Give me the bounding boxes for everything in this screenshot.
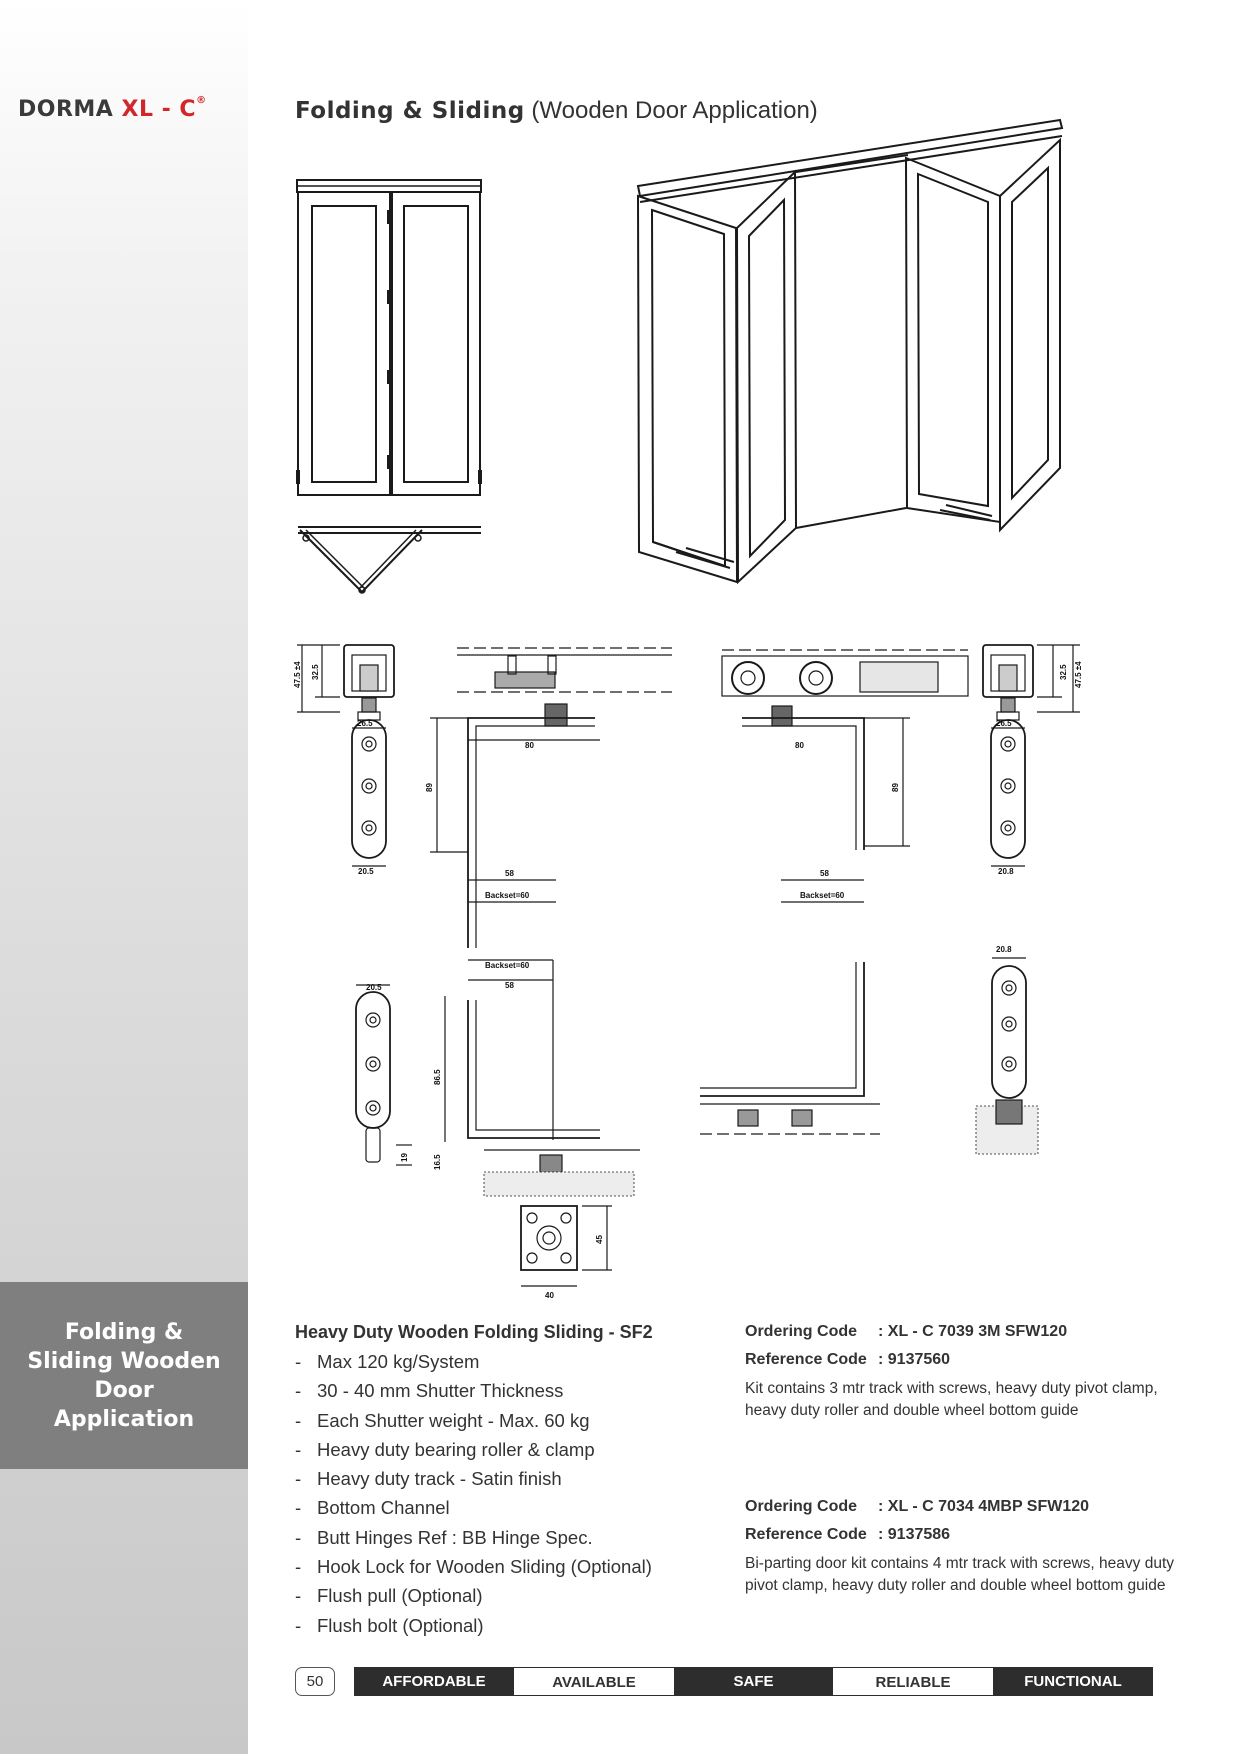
dim-20-8-right: 20.8	[998, 867, 1014, 876]
dim-19: 19	[400, 1153, 409, 1162]
dim-58-left: 58	[505, 869, 514, 878]
dim-32-5-left: 32.5	[311, 664, 320, 680]
page-number: 50	[295, 1667, 335, 1696]
spec-item: - Each Shutter weight - Max. 60 kg	[295, 1409, 590, 1431]
dim-20-5-bottom: 20.5	[366, 983, 382, 992]
spec-item: - Heavy duty bearing roller & clamp	[295, 1438, 595, 1460]
spec-item: - Max 120 kg/System	[295, 1351, 480, 1372]
door-perspective-drawing	[638, 120, 1062, 582]
backset-left: Backset=60	[485, 891, 530, 900]
dim-80-right: 80	[795, 741, 804, 750]
ordering-block-1	[745, 1318, 1175, 1422]
reference-code-label: Reference Code	[745, 1526, 867, 1543]
backset-right: Backset=60	[800, 891, 845, 900]
dim-89-right: 89	[891, 783, 900, 792]
reference-code-label: Reference Code	[745, 1351, 867, 1368]
footer-tag-available: AVAILABLE	[514, 1667, 674, 1696]
section-title: Folding & Sliding Wooden Door Application	[27, 1319, 221, 1432]
footer-tag-affordable: AFFORDABLE	[354, 1667, 514, 1696]
spec-item: - Flush pull (Optional)	[295, 1585, 483, 1607]
backset-bottom: Backset=60	[485, 961, 530, 970]
dim-32-5-right: 32.5	[1059, 664, 1068, 680]
product-spec	[295, 1322, 695, 1640]
reference-code-value: : 9137586	[878, 1526, 951, 1543]
dim-40: 40	[545, 1291, 554, 1300]
dim-86-5: 86.5	[433, 1069, 442, 1085]
dim-58-right: 58	[820, 869, 829, 878]
door-plan-drawing	[298, 527, 481, 593]
kit-description: Kit contains 3 mtr track with screws, heavy duty pivot clamp, heavy duty roller and double wheel bottom guide	[745, 1380, 1158, 1419]
ordering-code-value: : XL - C 7034 4MBP SFW120	[878, 1498, 1090, 1515]
spec-item: - Bottom Channel	[295, 1497, 450, 1519]
spec-item: - Butt Hinges Ref : BB Hinge Spec.	[295, 1526, 593, 1548]
kit-description: Bi-parting door kit contains 4 mtr track with screws, heavy duty pivot clamp, heavy duty roller and double wheel bottom guide	[745, 1555, 1174, 1594]
page-title-rest: (Wooden Door Application)	[524, 97, 818, 124]
reference-code-value: : 9137560	[878, 1351, 951, 1368]
spec-item: - Heavy duty track - Satin finish	[295, 1468, 562, 1490]
section-title-box	[0, 1282, 248, 1469]
footer-tag-safe: SAFE	[674, 1667, 833, 1696]
registered-mark: ®	[196, 95, 207, 106]
dim-20-5-left: 20.5	[358, 867, 374, 876]
page-title-bold: Folding & Sliding	[295, 98, 525, 124]
spec-item: - 30 - 40 mm Shutter Thickness	[295, 1380, 564, 1402]
dim-26-5-left: 26.5	[357, 719, 373, 728]
brand-model: XL - C	[121, 97, 197, 122]
brand-name: DORMA	[18, 97, 122, 122]
spec-list	[295, 1347, 695, 1640]
dim-89-left: 89	[425, 783, 434, 792]
dim-16-5: 16.5	[433, 1154, 442, 1170]
spec-item: - Hook Lock for Wooden Sliding (Optional)	[295, 1556, 652, 1578]
dim-58-bottom: 58	[505, 981, 514, 990]
footer-tag-reliable: RELIABLE	[833, 1667, 993, 1696]
ordering-code-value: : XL - C 7039 3M SFW120	[878, 1323, 1068, 1340]
spec-item: - Flush bolt (Optional)	[295, 1614, 484, 1636]
bottom-guide-section-drawings	[356, 958, 1038, 1286]
dim-80-left: 80	[525, 741, 534, 750]
door-elevation-drawing	[296, 180, 482, 495]
ordering-code-label: Ordering Code	[745, 1323, 858, 1340]
ordering-block-2	[745, 1493, 1175, 1597]
dim-20-8-bottom: 20.8	[996, 945, 1012, 954]
footer-tag-functional: FUNCTIONAL	[993, 1667, 1153, 1696]
dim-45: 45	[595, 1235, 604, 1244]
dim-47-5-left: 47.5 ±4	[293, 661, 302, 688]
top-track-section-drawings	[297, 645, 1080, 948]
dim-26-5-right: 26.5	[996, 719, 1012, 728]
dim-47-5-right: 47.5 ±4	[1074, 661, 1083, 688]
ordering-code-label: Ordering Code	[745, 1498, 858, 1515]
spec-heading: Heavy Duty Wooden Folding Sliding - SF2	[295, 1322, 653, 1342]
